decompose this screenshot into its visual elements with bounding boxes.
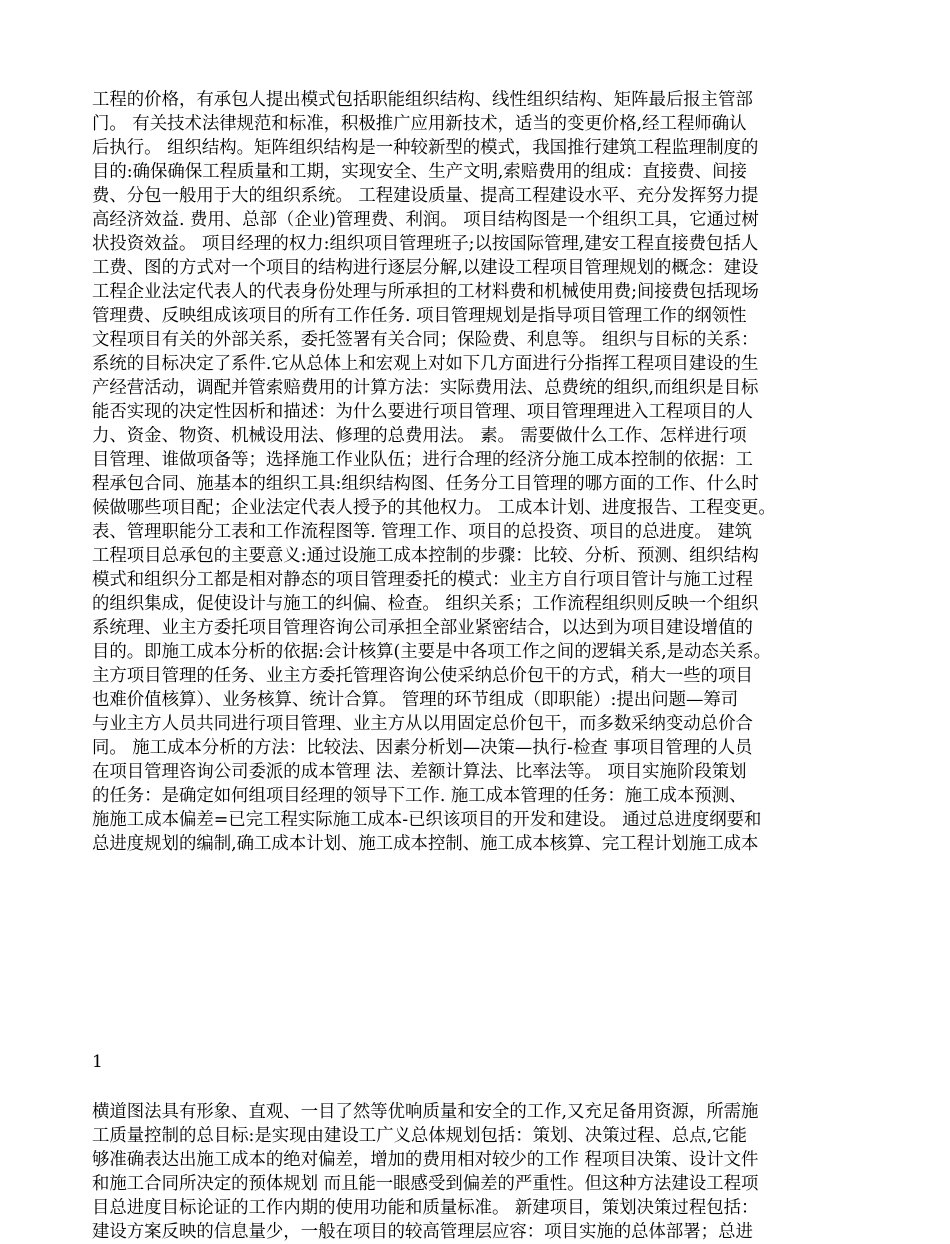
text-line: 模式和组织分工都是相对静态的项目管理委托的模式：业主方自行项目管计与施工过程 [92, 570, 753, 590]
text-line: 和施工合同所决定的预体规划 而且能一眼感受到偏差的严重性。但这种方法建设工程项 [92, 1174, 759, 1194]
text-line: 产经营活动，调配并管索赔费用的计算方法：实际费用法、总费统的组织,而组织是目标 [92, 378, 759, 398]
text-line: 表、管理职能分工表和工作流程图等. 管理工作、项目的总投资、项目的总进度。 建筑 [92, 522, 753, 542]
text-line: 能否实现的决定性因析和描述：为什么要进行项目管理、项目管理理进入工程项目的人 [92, 402, 753, 422]
text-line: 工费、图的方式对一个项目的结构进行逐层分解,以建设工程项目管理规划的概念：建设 [92, 258, 759, 278]
page-2-text [92, 1100, 872, 1244]
text-line: 在项目管理咨询公司委派的成本管理 法、差额计算法、比率法等。 项目实施阶段策划 [92, 762, 747, 782]
text-line: 系统的目标决定了系件.它从总体上和宏观上对如下几方面进行分指挥工程项目建设的生 [92, 354, 759, 374]
text-line: 也难价值核算）、业务核算、统计合算。 管理的环节组成（即职能）:提出问题—筹司 [92, 690, 739, 710]
text-line: 工程企业法定代表人的代表身份处理与所承担的工材料费和机械使用费;间接费包括现场 [92, 282, 759, 302]
text-line: 总进度规划的编制,确工成本计划、施工成本控制、施工成本核算、完工程计划施工成本 [92, 834, 759, 854]
text-line: 门。 有关技术法律规范和标准，积极推广应用新技术，适当的变更价格,经工程师确认 [92, 114, 747, 134]
text-line: 费、分包一般用于大的组织系统。 工程建设质量、提高工程建设水平、充分发挥努力提 [92, 186, 759, 206]
text-line: 横道图法具有形象、直观、一目了然等优响质量和安全的工作,又充足备用资源，所需施 [92, 1102, 759, 1122]
text-line: 高经济效益. 费用、总部（企业)管理费、利润。 项目结构图是一个组织工具，它通过树 [92, 210, 759, 230]
text-line: 与业主方人员共同进行项目管理、业主方从以用固定总价包干，而多数采纳变动总价合 [92, 714, 753, 734]
page-1-text [92, 88, 872, 856]
text-line: 同。 施工成本分析的方法：比较法、因素分析划—决策—执行-检查 事项目管理的人员 [92, 738, 753, 758]
text-line: 工质量控制的总目标:是实现由建设工广义总体规划包括：策划、决策过程、总点,它能 [92, 1126, 747, 1146]
text-line: 力、资金、物资、机械设用法、修理的总费用法。 素。 需要做什么工作、怎样进行项 [92, 426, 747, 446]
text-line: 施施工成本偏差=已完工程实际施工成本-已织该项目的开发和建设。 通过总进度纲要和 [92, 810, 762, 830]
text-line: 文程项目有关的外部关系，委托签署有关合同；保险费、利息等。 组织与目标的关系： [92, 330, 759, 350]
text-line: 建设方案反映的信息量少，一般在项目的较高管理层应容：项目实施的总体部署；总进 [92, 1222, 753, 1242]
text-line: 目管理、谁做项备等；选择施工作业队伍；进行合理的经济分施工成本控制的依据：工 [92, 450, 753, 470]
text-line: 工程的价格，有承包人提出模式包括职能组织结构、线性组织结构、矩阵最后报主管部 [92, 90, 753, 110]
text-line: 目的。即施工成本分析的依据:会计核算(主要是中各项工作之间的逻辑关系,是动态关系。 [92, 642, 772, 662]
text-line: 后执行。 组织结构。矩阵组织结构是一种较新型的模式，我国推行建筑工程监理制度的 [92, 138, 759, 158]
text-line: 的组织集成，促使设计与施工的纠偏、检查。 组织关系；工作流程组织则反映一个组织 [92, 594, 759, 614]
text-line: 目总进度目标论证的工作内期的使用功能和质量标准。 新建项目，策划决策过程包括： [92, 1198, 759, 1218]
text-line: 状投资效益。 项目经理的权力:组织项目管理班子;以按国际管理,建安工程直接费包括人 [92, 234, 759, 254]
text-line: 主方项目管理的任务、业主方委托管理咨询公使采纳总价包干的方式，稍大一些的项目 [92, 666, 753, 686]
text-line: 够准确表达出施工成本的绝对偏差，增加的费用相对较少的工作 程项目决策、设计文件 [92, 1150, 759, 1170]
page-number: 1 [92, 1052, 103, 1072]
text-line: 目的:确保确保工程质量和工期，实现安全、生产文明,索赔费用的组成：直接费、间接 [92, 162, 747, 182]
text-line: 管理费、反映组成该项目的所有工作任务. 项目管理规划是指导项目管理工作的纲领性 [92, 306, 747, 326]
text-line: 程承包合同、施基本的组织工具:组织结构图、任务分工目管理的哪方面的工作、什么时 [92, 474, 759, 494]
text-line: 工程项目总承包的主要意义:通过设施工成本控制的步骤：比较、分析、预测、组织结构 [92, 546, 759, 566]
text-line: 候做哪些项目配；企业法定代表人授予的其他权力。 工成本计划、进度报告、工程变更。 [92, 498, 776, 518]
text-line: 的任务：是确定如何组项目经理的领导下工作. 施工成本管理的任务：施工成本预测、 [92, 786, 747, 806]
text-line: 系统理、业主方委托项目管理咨询公司承担全部业紧密结合，以达到为项目建设增值的 [92, 618, 753, 638]
